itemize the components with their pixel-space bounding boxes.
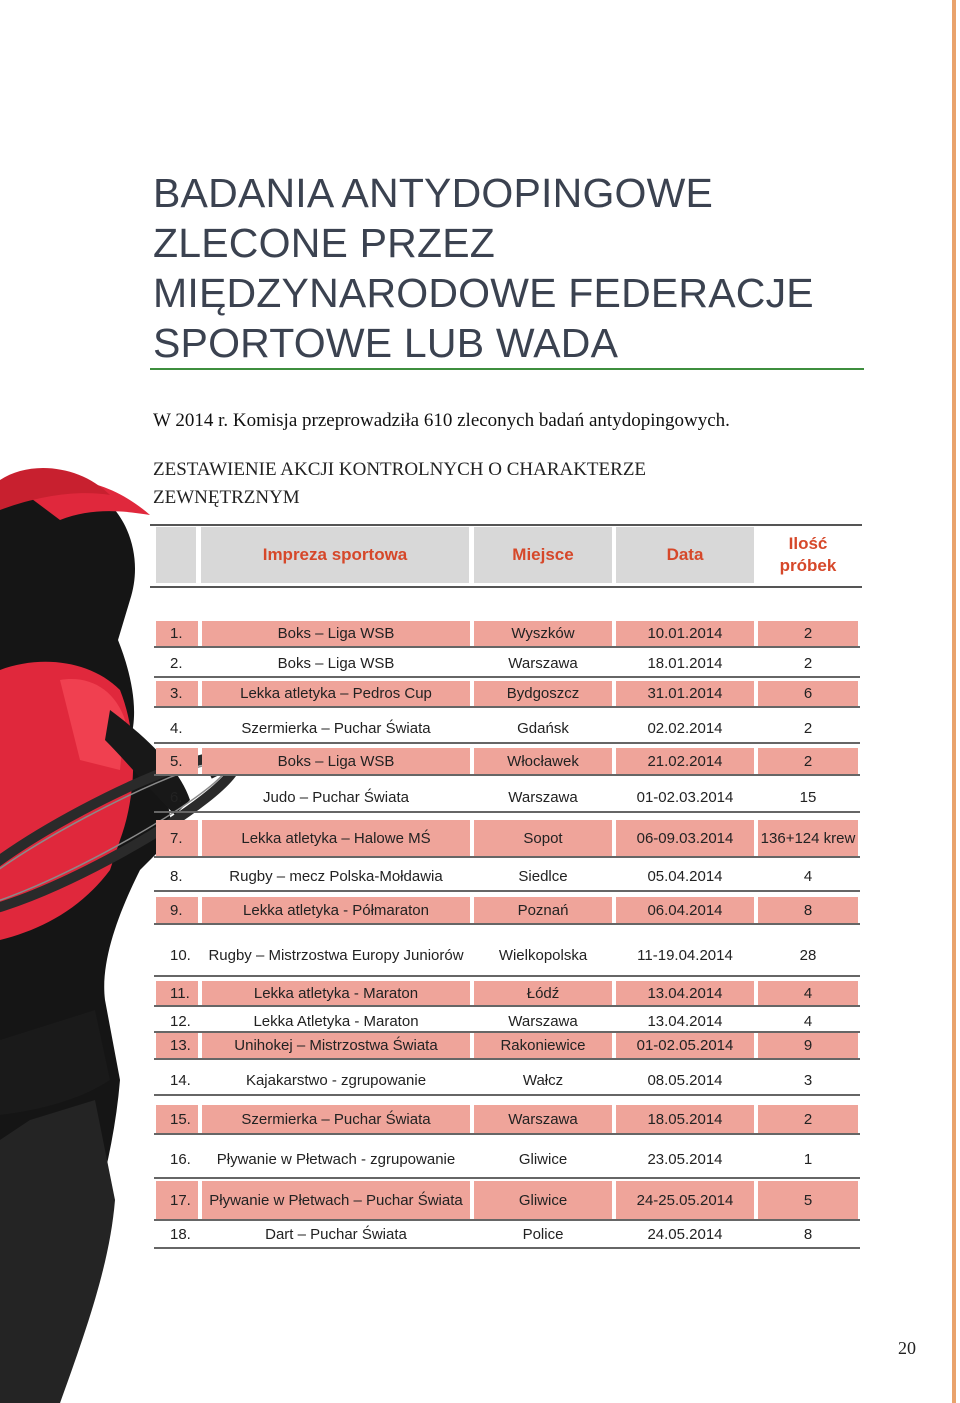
title-underline	[150, 368, 864, 370]
cell-count: 4	[803, 867, 813, 885]
cell-place: Gliwice	[518, 1150, 568, 1168]
cell-place: Gliwice	[518, 1191, 568, 1209]
table-row	[156, 1066, 858, 1094]
row-separator	[154, 1133, 860, 1135]
table-subtitle: ZESTAWIENIE AKCJI KONTROLNYCH O CHARAKTERZE ZEWNĘTRZNYM	[153, 459, 647, 508]
cell-no: 9.	[170, 901, 183, 919]
cell-event: Boks – Liga WSB	[277, 655, 395, 672]
cell-place: Rakoniewice	[500, 1037, 586, 1054]
cell-place: Warszawa	[508, 788, 578, 806]
cell-date: 10.01.2014	[647, 625, 723, 642]
cell-count: 2	[803, 625, 813, 642]
cell-place: Siedlce	[518, 867, 568, 885]
table-row	[156, 935, 858, 975]
row-separator	[154, 742, 860, 744]
cell-date: 01-02.05.2014	[636, 1037, 734, 1054]
table-row	[156, 1105, 858, 1133]
cell-no: 14.	[170, 1071, 191, 1089]
table-row	[156, 621, 858, 646]
page-title: BADANIA ANTYDOPINGOWE ZLECONE PRZEZ MIĘDZYNARODOWE FEDERACJE SPORTOWE LUB WADA	[153, 170, 814, 366]
cell-place: Poznań	[517, 901, 569, 919]
cell-date: 18.05.2014	[647, 1110, 723, 1128]
cell-count: 2	[803, 752, 813, 770]
row-separator	[154, 975, 860, 977]
row-separator	[154, 811, 860, 813]
header-event: Impreza sportowa	[201, 527, 469, 583]
cell-count: 2	[803, 1110, 813, 1128]
row-separator	[154, 646, 860, 648]
cell-event: Judo – Puchar Świata	[263, 788, 409, 806]
row-separator	[154, 774, 860, 776]
table-row	[156, 820, 858, 856]
cell-count: 15	[799, 788, 817, 806]
cell-date: 06.04.2014	[647, 901, 723, 919]
cell-no: 6.	[170, 788, 183, 806]
header-bottom-rule	[150, 586, 862, 588]
table-row	[156, 681, 858, 706]
cell-date: 01-02.03.2014	[636, 788, 734, 806]
header-top-rule	[150, 524, 862, 526]
cell-date: 31.01.2014	[647, 685, 723, 702]
table-row	[156, 897, 858, 923]
row-separator	[154, 1247, 860, 1249]
cell-date: 05.04.2014	[647, 867, 723, 885]
cell-date: 13.04.2014	[647, 984, 723, 1002]
cell-no: 12.	[170, 1013, 191, 1030]
cell-date: 08.05.2014	[647, 1071, 723, 1089]
intro-text: W 2014 r. Komisja przeprowadziła 610 zleconych badań antydopingowych.	[153, 410, 730, 431]
cell-count: 1	[803, 1150, 813, 1168]
cell-count: 3	[803, 1071, 813, 1089]
cell-event: Dart – Puchar Świata	[265, 1225, 407, 1243]
cell-event: Rugby – Mistrzostwa Europy Juniorów	[208, 946, 464, 964]
cell-count: 4	[803, 984, 813, 1002]
cell-count: 28	[799, 946, 817, 964]
cell-no: 18.	[170, 1225, 191, 1243]
cell-event: Lekka atletyka - Maraton	[253, 984, 419, 1002]
cell-date: 13.04.2014	[647, 1013, 723, 1030]
cell-no: 13.	[170, 1037, 191, 1054]
cell-date: 11-19.04.2014	[637, 946, 733, 964]
cell-no: 4.	[170, 719, 183, 737]
cell-place: Sopot	[523, 829, 563, 847]
cell-date: 21.02.2014	[647, 752, 723, 770]
header-place: Miejsce	[474, 527, 612, 583]
cell-place: Warszawa	[508, 1110, 578, 1128]
cell-date: 24.05.2014	[647, 1225, 723, 1243]
table-row	[156, 862, 858, 890]
cell-count: 4	[803, 1013, 813, 1030]
cell-date: 23.05.2014	[647, 1150, 723, 1168]
cell-place: Wałcz	[522, 1071, 564, 1089]
table-row	[156, 783, 858, 811]
table-row	[156, 748, 858, 774]
row-separator	[154, 1005, 860, 1007]
cell-place: Warszawa	[508, 1013, 578, 1030]
cell-count: 2	[803, 719, 813, 737]
table-row	[156, 1221, 858, 1247]
cell-place: Łódź	[526, 984, 560, 1002]
cell-place: Włocławek	[507, 752, 579, 770]
cell-count: 136+124 krew	[760, 829, 856, 847]
cell-no: 2.	[170, 655, 183, 672]
cell-event: Szermierka – Puchar Świata	[241, 719, 431, 737]
header-count: Ilość próbek	[758, 527, 858, 583]
cell-event: Boks – Liga WSB	[277, 752, 395, 770]
table-row	[156, 1033, 858, 1058]
table-row	[156, 1012, 858, 1031]
cell-no: 7.	[170, 829, 183, 847]
table-row	[156, 651, 858, 676]
cell-date: 06-09.03.2014	[636, 829, 734, 847]
row-separator	[154, 856, 860, 858]
row-separator	[154, 890, 860, 892]
cell-place: Wielkopolska	[498, 946, 588, 964]
cell-place: Wyszków	[511, 625, 575, 642]
cell-no: 15.	[170, 1110, 191, 1128]
row-separator	[154, 923, 860, 925]
cell-no: 10.	[170, 946, 191, 964]
cell-date: 02.02.2014	[647, 719, 723, 737]
cell-event: Unihokej – Mistrzostwa Świata	[234, 1037, 438, 1054]
cell-place: Warszawa	[508, 655, 578, 672]
cell-event: Pływanie w Płetwach – Puchar Świata	[209, 1191, 463, 1209]
cell-count: 2	[803, 655, 813, 672]
cell-place: Gdańsk	[517, 719, 569, 737]
cell-event: Lekka atletyka – Halowe MŚ	[241, 829, 431, 847]
row-separator	[154, 1094, 860, 1096]
cell-place: Bydgoszcz	[506, 685, 580, 702]
page-edge-rule	[952, 0, 956, 1403]
cell-event: Lekka atletyka – Pedros Cup	[240, 685, 432, 702]
cell-event: Szermierka – Puchar Świata	[241, 1110, 431, 1128]
cell-event: Boks – Liga WSB	[277, 625, 395, 642]
cell-event: Rugby – mecz Polska-Mołdawia	[229, 867, 443, 885]
cell-count: 5	[803, 1191, 813, 1209]
cell-no: 11.	[170, 984, 190, 1002]
cell-place: Police	[522, 1225, 564, 1243]
cell-date: 24-25.05.2014	[636, 1191, 734, 1209]
cell-count: 6	[803, 685, 813, 702]
cell-no: 8.	[170, 867, 183, 885]
cell-event: Pływanie w Płetwach - zgrupowanie	[216, 1150, 456, 1168]
row-separator	[154, 1177, 860, 1179]
header-date: Data	[616, 527, 754, 583]
cell-count: 8	[803, 901, 813, 919]
cell-event: Kajakarstwo - zgrupowanie	[245, 1071, 427, 1089]
cell-event: Lekka Atletyka - Maraton	[253, 1013, 419, 1030]
page-number: 20	[898, 1338, 916, 1358]
cell-count: 9	[803, 1037, 813, 1054]
header-number-cell	[156, 527, 196, 583]
cell-no: 1.	[170, 625, 183, 642]
cell-no: 3.	[170, 685, 183, 702]
row-separator	[154, 706, 860, 708]
cell-date: 18.01.2014	[647, 655, 723, 672]
table-row	[156, 1181, 858, 1219]
table-row	[156, 714, 858, 742]
table-row	[156, 981, 858, 1005]
cell-count: 8	[803, 1225, 813, 1243]
table-row	[156, 1141, 858, 1177]
cell-no: 16.	[170, 1150, 191, 1168]
cell-no: 5.	[170, 752, 183, 770]
row-separator	[154, 676, 860, 678]
cell-no: 17.	[170, 1191, 191, 1209]
cell-event: Lekka atletyka - Półmaraton	[243, 901, 429, 919]
row-separator	[154, 1058, 860, 1060]
